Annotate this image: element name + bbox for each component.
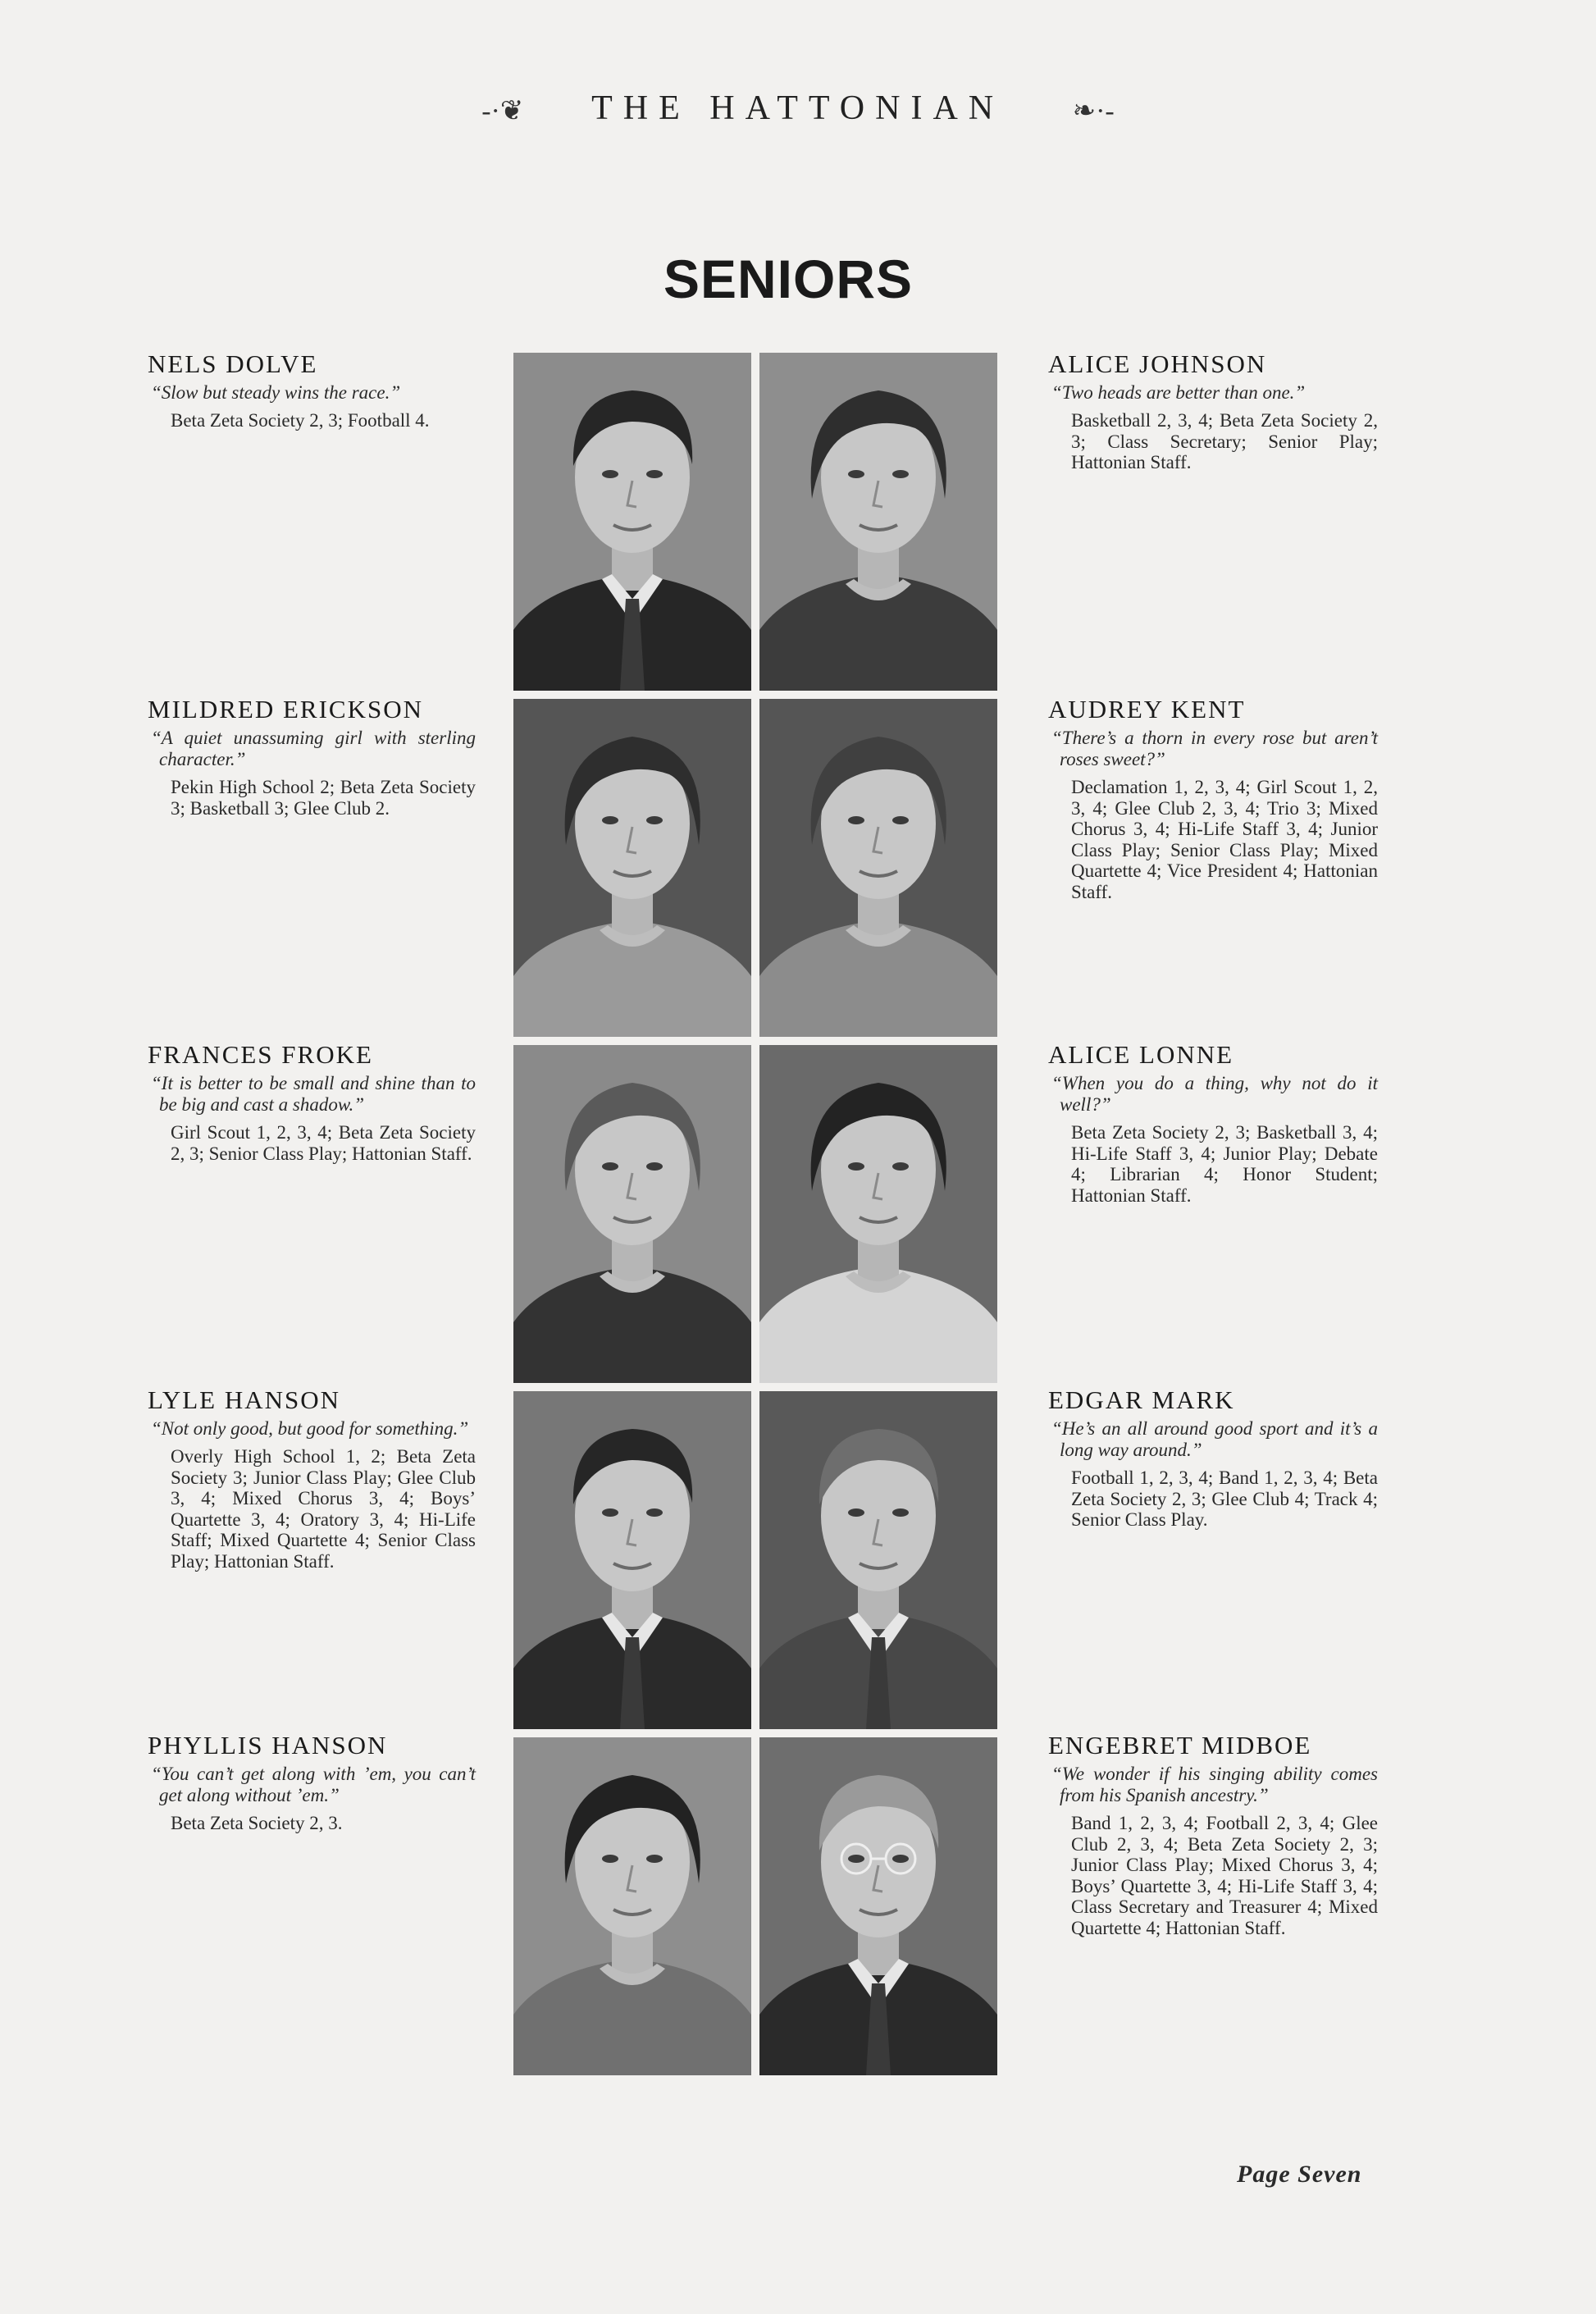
senior-quote: “Not only good, but good for something.” (151, 1418, 469, 1439)
senior-quote: “Slow but steady wins the race.” (151, 382, 401, 403)
yearbook-title: THE HATTONIAN (591, 89, 1005, 127)
portrait-young-woman-photo (513, 1045, 751, 1383)
senior-quote: “It is better to be small and shine than to be big and cast a shadow.” (151, 1073, 476, 1115)
senior-name: FRANCES FROKE (148, 1040, 373, 1069)
senior-activities: Declamation 1, 2, 3, 4; Girl Scout 1, 2, 3, 4; Glee Club 2, 3, 4; Trio 3; Mixed Chorus 3, 4; Hi-Life Staff 3, 4; Junior Class Play; Senior Class Play; Mixed Quartette 4; Vice President 4; Hattonian Staff. (1071, 777, 1378, 902)
senior-quote: “He’s an all around good sport and it’s a long way around.” (1051, 1418, 1378, 1460)
senior-entry (1048, 695, 1378, 902)
portrait-young-woman-photo (759, 1045, 997, 1383)
senior-name: MILDRED ERICKSON (148, 695, 423, 723)
senior-name: LYLE HANSON (148, 1385, 341, 1414)
senior-name: ALICE LONNE (1048, 1040, 1234, 1069)
senior-quote: “A quiet unassuming girl with sterling character.” (151, 728, 476, 769)
senior-entry (148, 695, 476, 819)
senior-quote: “When you do a thing, why not do it well?” (1051, 1073, 1378, 1115)
senior-activities: Overly High School 1, 2; Beta Zeta Society 3; Junior Class Play; Glee Club 3, 4; Mixed Chorus 3, 4; Boys’ Quartette 3, 4; Oratory 3, 4; Hi-Life Staff; Mixed Quartette 4; Senior Class Play; Hattonian Staff. (171, 1446, 476, 1572)
senior-name: ENGEBRET MIDBOE (1048, 1731, 1312, 1759)
senior-name: AUDREY KENT (1048, 695, 1246, 723)
portrait-young-man-photo (513, 353, 751, 691)
portrait-young-man-photo (513, 1391, 751, 1729)
senior-activities: Girl Scout 1, 2, 3, 4; Beta Zeta Society 2, 3; Senior Class Play; Hattonian Staff. (171, 1122, 476, 1164)
senior-quote: “There’s a thorn in every rose but aren’t roses sweet?” (1051, 728, 1378, 769)
page-header (0, 89, 1596, 128)
senior-entry (148, 349, 476, 431)
senior-activities: Pekin High School 2; Beta Zeta Society 3; Basketball 3; Glee Club 2. (171, 777, 476, 819)
senior-activities: Football 1, 2, 3, 4; Band 1, 2, 3, 4; Beta Zeta Society 2, 3; Glee Club 4; Track 4; Senior Class Play. (1071, 1467, 1378, 1530)
senior-activities: Beta Zeta Society 2, 3; Football 4. (171, 410, 430, 431)
page-number: Page Seven (1237, 2161, 1362, 2188)
portrait-young-woman-photo (513, 1737, 751, 2075)
senior-activities: Band 1, 2, 3, 4; Football 2, 3, 4; Glee Club 2, 3, 4; Beta Zeta Society 2, 3; Junior Class Play; Mixed Chorus 3, 4; Boys’ Quartette 3, 4; Hi-Life Staff 3, 4; Class Secretary and Treasurer 4; Mixed Quartette 4; Hattonian Staff. (1071, 1813, 1378, 1938)
senior-entry (148, 1040, 476, 1164)
senior-entry (1048, 1731, 1378, 1938)
senior-name: ALICE JOHNSON (1048, 349, 1267, 378)
senior-name: PHYLLIS HANSON (148, 1731, 388, 1759)
portrait-photo-grid (513, 353, 997, 2077)
senior-entry (148, 1385, 476, 1572)
senior-activities: Basketball 2, 3, 4; Beta Zeta Society 2, 3; Class Secretary; Senior Play; Hattonian Staff. (1071, 410, 1378, 472)
senior-name: EDGAR MARK (1048, 1385, 1235, 1414)
senior-quote: “We wonder if his singing ability comes from his Spanish ancestry.” (1051, 1764, 1378, 1805)
senior-activities: Beta Zeta Society 2, 3. (171, 1813, 343, 1833)
portrait-young-woman-photo (513, 699, 751, 1037)
senior-entry (1048, 349, 1378, 473)
portrait-young-woman-photo (759, 699, 997, 1037)
senior-entry (1048, 1385, 1378, 1531)
senior-name: NELS DOLVE (148, 349, 318, 378)
portrait-young-man-photo (759, 1391, 997, 1729)
senior-activities: Beta Zeta Society 2, 3; Basketball 3, 4; Hi-Life Staff 3, 4; Junior Play; Debate 4; Librarian 4; Honor Student; Hattonian Staff. (1071, 1122, 1378, 1206)
fleuron-right-icon: ❧·- (1072, 96, 1115, 127)
senior-quote: “You can’t get along with ’em, you can’t get along without ’em.” (151, 1764, 476, 1805)
senior-entry (148, 1731, 476, 1834)
senior-entry (1048, 1040, 1378, 1206)
portrait-young-woman-photo (759, 353, 997, 691)
fleuron-left-icon: -·❦ (481, 96, 524, 127)
portrait-young-man-with-glasses-photo (759, 1737, 997, 2075)
section-title: SENIORS (663, 249, 914, 309)
senior-quote: “Two heads are better than one.” (1051, 382, 1306, 403)
